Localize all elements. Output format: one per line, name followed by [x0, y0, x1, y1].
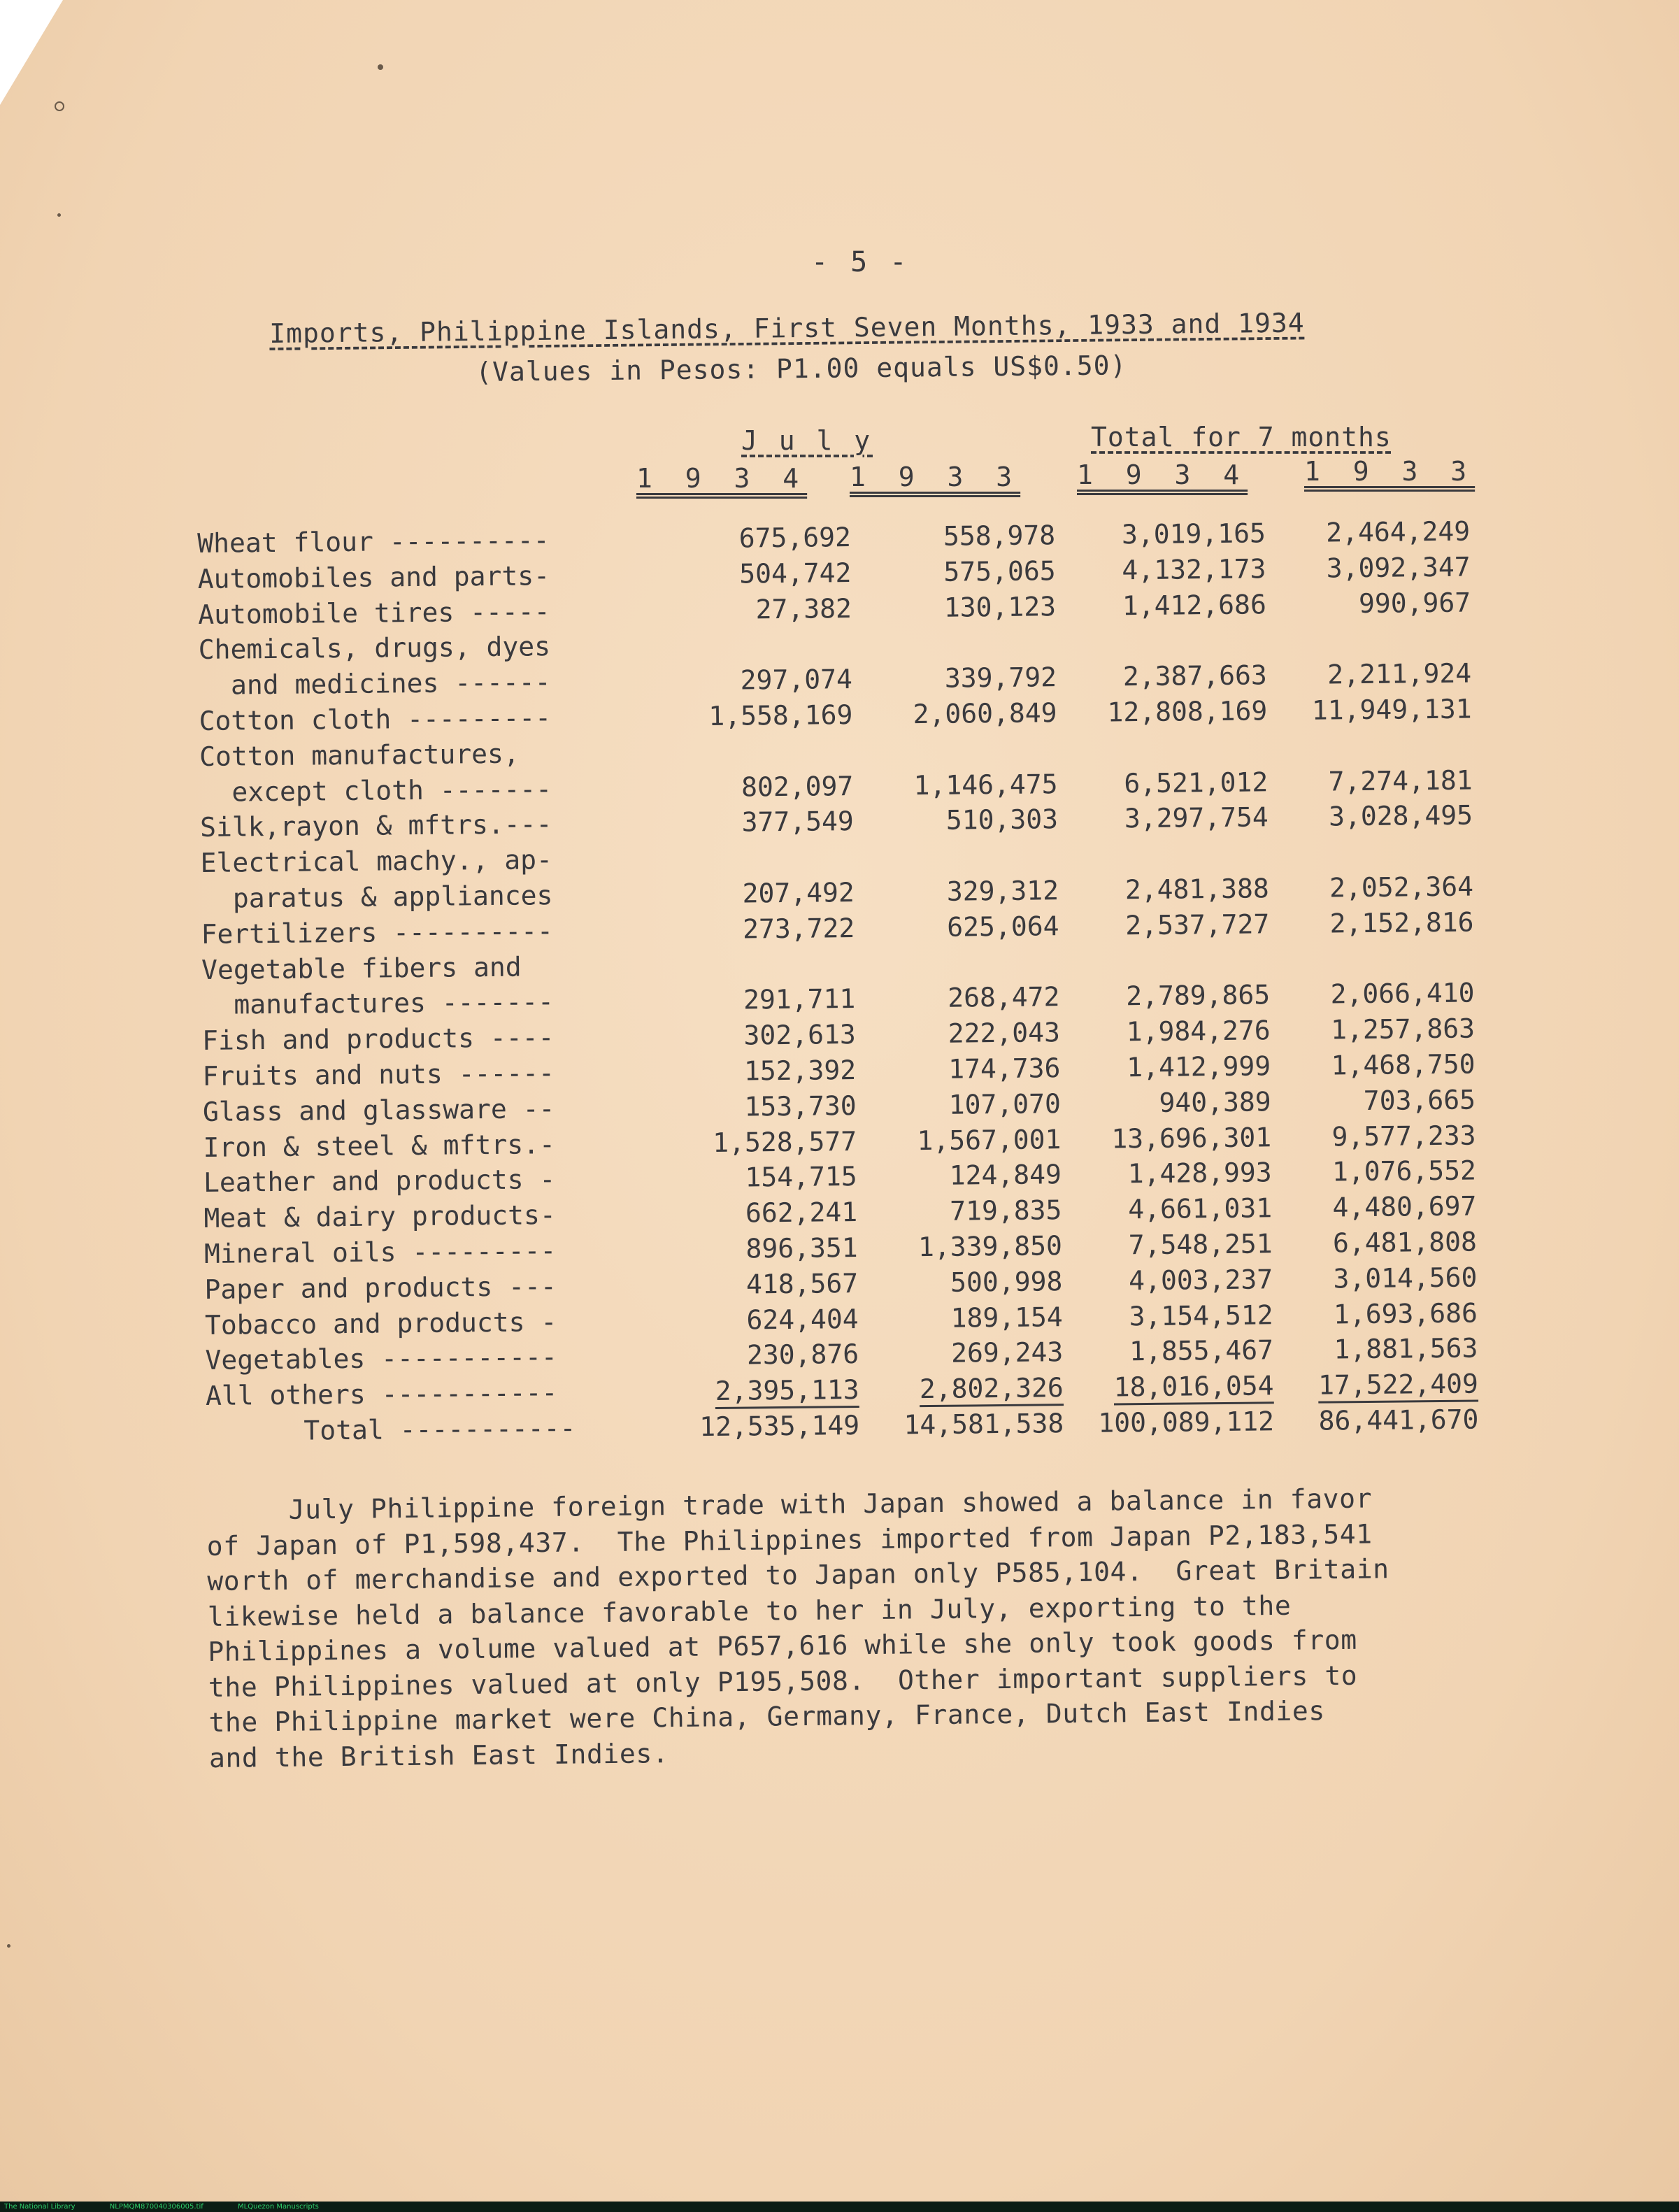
value-total-1933: 2,052,364	[1329, 871, 1474, 904]
paragraph-line: the Philippine market were China, Germany, France, Dutch East Indies	[208, 1695, 1326, 1738]
value-july-1933: 339,792	[944, 662, 1057, 694]
row-label: Vegetables -----------	[205, 1341, 557, 1376]
value-july-1933: 107,070	[948, 1087, 1062, 1120]
paragraph-line: likewise held a balance favorable to her in July, exporting to the	[207, 1590, 1292, 1632]
value-july-1933: 1,339,850	[917, 1230, 1063, 1263]
value-total-1933: 7,274,181	[1328, 764, 1473, 797]
row-label: Automobile tires -----	[198, 595, 550, 630]
row-label: Cotton manufactures,	[199, 738, 520, 772]
value-total-1933: 1,257,863	[1330, 1013, 1476, 1046]
paragraph-line: Philippines a volume valued at P657,616 while she only took goods from	[208, 1624, 1357, 1667]
value-total-1934: 13,696,301	[1111, 1121, 1272, 1155]
spacer	[1057, 659, 1070, 695]
spacer	[1055, 553, 1069, 589]
value-total-1934: 3,154,512	[1129, 1299, 1273, 1332]
value-total-1933: 4,480,697	[1332, 1190, 1477, 1223]
value-total-1934: 1,412,999	[1127, 1050, 1271, 1083]
paper-speck	[7, 1944, 10, 1948]
spacer	[1055, 518, 1069, 553]
spacer	[855, 875, 868, 911]
row-label: Iron & steel & mftrs.-	[203, 1128, 556, 1163]
value-july-1933: 130,123	[943, 590, 1057, 623]
spacer	[1058, 801, 1071, 837]
table-subtitle: (Values in Pesos: P1.00 equals US$0.50)	[476, 350, 1127, 387]
value-july-1933: 268,472	[948, 981, 1060, 1014]
value-july-1934: 1,558,169	[708, 699, 853, 732]
row-label: Mineral oils ---------	[203, 1235, 557, 1269]
value-total-1934: 1,984,276	[1126, 1015, 1271, 1048]
value-total-1933	[1282, 834, 1473, 871]
spacer	[1062, 1228, 1076, 1264]
value-total-1933: 2,464,249	[1326, 515, 1471, 548]
spacer	[855, 911, 868, 946]
value-total-1933: 990,967	[1358, 587, 1471, 619]
spacer	[1273, 1262, 1286, 1297]
trade-paragraph	[206, 1480, 1510, 1776]
column-group-total: Total for 7 months	[1091, 422, 1392, 452]
spacer	[1272, 1190, 1285, 1226]
spacer	[1266, 587, 1280, 622]
value-july-1933	[867, 837, 1059, 874]
spacer	[1272, 1226, 1285, 1262]
footer-library: The National Library	[4, 2203, 76, 2211]
spacer	[1064, 1370, 1077, 1406]
spacer	[1059, 979, 1073, 1015]
value-july-1933: 14,581,538	[903, 1408, 1064, 1441]
spacer	[1060, 1015, 1073, 1050]
spacer	[1267, 657, 1280, 693]
spacer	[855, 981, 869, 1017]
row-label: Electrical machy., ap-	[200, 844, 553, 879]
value-july-1933: 2,060,849	[913, 697, 1057, 730]
spacer	[1271, 1155, 1285, 1190]
value-total-1934: 4,132,173	[1122, 553, 1266, 586]
year-july-1934: 1 9 3 4	[636, 463, 808, 494]
column-group-july: J u l y	[741, 425, 873, 456]
value-july-1934: 675,692	[738, 522, 852, 554]
row-label: Tobacco and products -	[204, 1306, 557, 1341]
value-july-1933	[868, 944, 1059, 981]
value-july-1933	[866, 731, 1057, 768]
value-total-1934: 2,789,865	[1126, 979, 1271, 1012]
value-july-1933: 575,065	[943, 555, 1056, 587]
value-total-1933: 3,014,560	[1333, 1262, 1478, 1294]
spacer	[1059, 908, 1072, 944]
spacer	[1273, 1297, 1286, 1333]
value-july-1933: 2,802,326	[919, 1372, 1064, 1405]
spacer	[852, 697, 866, 733]
value-july-1934: 273,722	[742, 912, 855, 945]
spacer	[1271, 1120, 1285, 1155]
value-total-1933: 1,881,563	[1334, 1332, 1478, 1365]
value-total-1933: 3,092,347	[1326, 551, 1471, 584]
value-total-1933: 2,211,924	[1327, 657, 1472, 690]
spacer	[855, 946, 868, 981]
value-july-1933: 124,849	[949, 1159, 1062, 1192]
value-july-1934	[663, 839, 855, 876]
value-total-1933: 1,468,750	[1331, 1048, 1476, 1081]
spacer	[857, 1230, 871, 1266]
value-july-1934: 504,742	[739, 557, 852, 590]
spacer	[1273, 1368, 1287, 1404]
value-july-1933: 1,146,475	[913, 768, 1058, 801]
value-total-1933	[1280, 620, 1471, 657]
paragraph-line: the Philippines valued at only P195,508. Other important suppliers to	[208, 1660, 1358, 1703]
value-total-1933: 1,076,552	[1331, 1155, 1477, 1187]
paragraph-line: July Philippine foreign trade with Japan showed a balance in favor	[206, 1483, 1373, 1526]
value-total-1934: 7,548,251	[1128, 1228, 1273, 1261]
value-july-1934: 12,535,149	[699, 1409, 860, 1443]
value-total-1933: 703,665	[1363, 1084, 1476, 1116]
value-july-1934: 377,549	[741, 806, 854, 838]
page-number: - 5 -	[811, 246, 910, 278]
value-july-1934	[661, 626, 852, 663]
value-july-1934: 896,351	[745, 1232, 858, 1264]
value-july-1934: 802,097	[741, 770, 854, 803]
value-july-1933: 510,303	[945, 804, 1059, 836]
spacer	[1266, 515, 1279, 551]
value-july-1934: 27,382	[755, 592, 852, 625]
year-july-1933: 1 9 3 3	[850, 462, 1021, 492]
value-total-1934	[1072, 942, 1269, 980]
spacer	[1269, 835, 1282, 871]
spacer	[1057, 731, 1071, 766]
row-label: Meat & dairy products-	[203, 1199, 557, 1234]
value-july-1933: 625,064	[947, 910, 1059, 943]
spacer	[1061, 1122, 1074, 1157]
spacer	[853, 733, 866, 769]
value-total-1933: 2,066,410	[1330, 977, 1475, 1010]
value-july-1934: 154,715	[745, 1161, 857, 1193]
year-total-1933: 1 9 3 3	[1304, 456, 1476, 487]
spacer	[1059, 944, 1073, 980]
spacer	[855, 1017, 869, 1053]
year-total-1934: 1 9 3 4	[1077, 459, 1248, 490]
spacer	[853, 768, 866, 804]
value-july-1934	[662, 733, 853, 770]
spacer	[858, 1266, 871, 1301]
spacer	[1273, 1332, 1287, 1368]
value-total-1934: 4,661,031	[1127, 1192, 1273, 1225]
value-july-1934: 152,392	[743, 1054, 857, 1087]
row-label: Fish and products ----	[201, 1022, 555, 1057]
spacer	[1269, 800, 1282, 836]
value-total-1934	[1069, 622, 1266, 660]
value-total-1934	[1071, 835, 1269, 873]
spacer	[857, 1194, 871, 1230]
row-label: Total -----------	[303, 1412, 576, 1446]
spacer	[1271, 1084, 1284, 1120]
spacer	[859, 1372, 872, 1408]
spacer	[1064, 1406, 1077, 1441]
value-july-1934: 302,613	[743, 1019, 856, 1051]
row-label: Leather and products -	[203, 1164, 556, 1199]
spacer	[1268, 764, 1281, 800]
imports-table-grid	[197, 514, 1479, 1450]
row-label: Fertilizers ----------	[201, 915, 554, 950]
value-july-1933: 189,154	[950, 1301, 1064, 1334]
spacer	[857, 1123, 870, 1159]
value-july-1934: 624,404	[746, 1303, 859, 1336]
spacer	[1059, 873, 1072, 908]
spacer	[852, 662, 866, 697]
spacer	[858, 1301, 871, 1336]
spacer	[851, 555, 864, 591]
value-total-1934	[1071, 729, 1268, 766]
spacer	[1267, 693, 1280, 729]
value-total-1933	[1283, 940, 1474, 977]
value-total-1934: 6,521,012	[1124, 766, 1269, 799]
row-label: and medicines ------	[198, 666, 551, 701]
value-july-1934: 418,567	[745, 1267, 859, 1300]
value-july-1934: 207,492	[742, 876, 855, 909]
row-label: All others -----------	[205, 1377, 558, 1412]
spacer	[1057, 695, 1070, 731]
spacer	[1266, 551, 1279, 587]
value-total-1933: 1,693,686	[1333, 1297, 1478, 1329]
paper-speck	[378, 64, 383, 70]
value-july-1933: 719,835	[949, 1194, 1062, 1227]
value-july-1933: 269,243	[950, 1336, 1064, 1369]
spacer	[1269, 906, 1283, 942]
spacer	[1056, 624, 1069, 659]
value-total-1934: 4,003,237	[1128, 1264, 1273, 1296]
spacer	[856, 1088, 869, 1124]
footer-collection: MLQuezon Manuscripts	[237, 2203, 319, 2211]
value-total-1934: 2,387,663	[1122, 659, 1268, 692]
value-july-1934: 153,730	[744, 1090, 857, 1122]
spacer	[1270, 1013, 1283, 1048]
value-total-1933: 9,577,233	[1331, 1120, 1476, 1153]
value-total-1934: 2,537,727	[1125, 908, 1270, 941]
spacer	[1063, 1334, 1076, 1370]
value-july-1934	[664, 946, 855, 983]
value-total-1934: 3,297,754	[1124, 801, 1269, 834]
value-july-1933: 329,312	[946, 875, 1059, 907]
value-total-1934: 18,016,054	[1113, 1370, 1274, 1403]
spacer	[1060, 1050, 1073, 1086]
paragraph-line: and the British East Indies.	[208, 1737, 669, 1774]
spacer	[851, 520, 864, 555]
value-total-1933: 6,481,808	[1332, 1226, 1478, 1259]
spacer	[1062, 1264, 1076, 1299]
value-total-1933: 2,152,816	[1329, 906, 1474, 939]
value-july-1934: 297,074	[740, 664, 853, 696]
row-label: Automobiles and parts-	[197, 559, 550, 594]
value-total-1933: 17,522,409	[1317, 1368, 1479, 1401]
value-july-1933: 500,998	[950, 1265, 1063, 1298]
row-label: Wheat flour ----------	[197, 525, 550, 559]
table-title: Imports, Philippine Islands, First Seven Months, 1933 and 1934	[269, 307, 1305, 349]
value-total-1934: 1,855,467	[1129, 1334, 1274, 1367]
spacer	[1271, 1048, 1284, 1084]
value-total-1934: 940,389	[1159, 1086, 1271, 1118]
row-label: Glass and glassware --	[202, 1092, 555, 1127]
spacer	[857, 1159, 870, 1194]
spacer	[852, 626, 865, 662]
spacer	[1266, 622, 1280, 658]
row-label: Vegetable fibers and	[201, 951, 522, 985]
value-july-1933: 174,736	[948, 1053, 1061, 1085]
value-july-1933	[865, 625, 1057, 662]
row-label: Cotton cloth ---------	[199, 702, 552, 736]
spacer	[1274, 1404, 1287, 1439]
value-total-1934: 1,428,993	[1127, 1157, 1272, 1190]
value-july-1933: 558,978	[943, 520, 1056, 552]
spacer	[1056, 589, 1069, 625]
spacer	[859, 1336, 872, 1372]
value-july-1934: 291,711	[743, 983, 856, 1015]
spacer	[1062, 1192, 1075, 1228]
row-label: except cloth -------	[199, 773, 552, 808]
row-label: paratus & appliances	[200, 880, 553, 914]
value-july-1934: 2,395,113	[715, 1374, 859, 1407]
value-total-1934: 2,481,388	[1124, 873, 1269, 906]
scan-footer	[0, 2202, 1679, 2212]
footer-filename: NLPMQM870040306005.tif	[109, 2203, 203, 2211]
paper-speck	[57, 213, 61, 217]
paragraph-line: of Japan of P1,598,437. The Philippines imported from Japan P2,183,541	[206, 1518, 1373, 1562]
row-label: Chemicals, drugs, dyes	[198, 631, 551, 666]
value-total-1934: 12,808,169	[1107, 695, 1268, 728]
value-july-1933: 222,043	[948, 1017, 1061, 1049]
value-july-1934: 230,876	[746, 1339, 859, 1371]
value-total-1933: 86,441,670	[1318, 1404, 1479, 1436]
spacer	[852, 590, 865, 626]
value-july-1934: 662,241	[745, 1197, 858, 1229]
value-total-1933: 3,028,495	[1328, 799, 1473, 832]
value-total-1933: 11,949,131	[1311, 693, 1472, 726]
value-july-1933: 1,567,001	[917, 1123, 1062, 1156]
value-total-1934: 3,019,165	[1121, 518, 1266, 550]
paragraph-line: worth of merchandise and exported to Japan only P585,104. Great Britain	[207, 1553, 1389, 1597]
spacer	[859, 1408, 873, 1443]
row-label: manufactures -------	[201, 986, 555, 1021]
spacer	[1063, 1299, 1076, 1335]
value-total-1934: 100,089,112	[1098, 1406, 1275, 1439]
spacer	[1061, 1086, 1074, 1122]
paper-speck	[55, 101, 64, 111]
spacer	[856, 1053, 869, 1088]
spacer	[1058, 837, 1071, 873]
spacer	[1270, 977, 1283, 1013]
imports-table	[197, 514, 1479, 1450]
row-label: Paper and products ---	[204, 1270, 557, 1305]
spacer	[854, 804, 867, 839]
row-label: Silk,rayon & mftrs.---	[199, 808, 552, 843]
value-july-1934: 1,528,577	[713, 1125, 857, 1158]
spacer	[1057, 766, 1071, 802]
value-total-1934: 1,412,686	[1122, 588, 1267, 621]
value-total-1933	[1280, 727, 1472, 764]
torn-corner	[0, 0, 63, 105]
spacer	[854, 839, 867, 875]
spacer	[1269, 871, 1282, 906]
spacer	[1269, 942, 1283, 978]
spacer	[1268, 729, 1281, 764]
row-label: Fruits and nuts ------	[202, 1057, 555, 1092]
spacer	[1062, 1157, 1075, 1192]
